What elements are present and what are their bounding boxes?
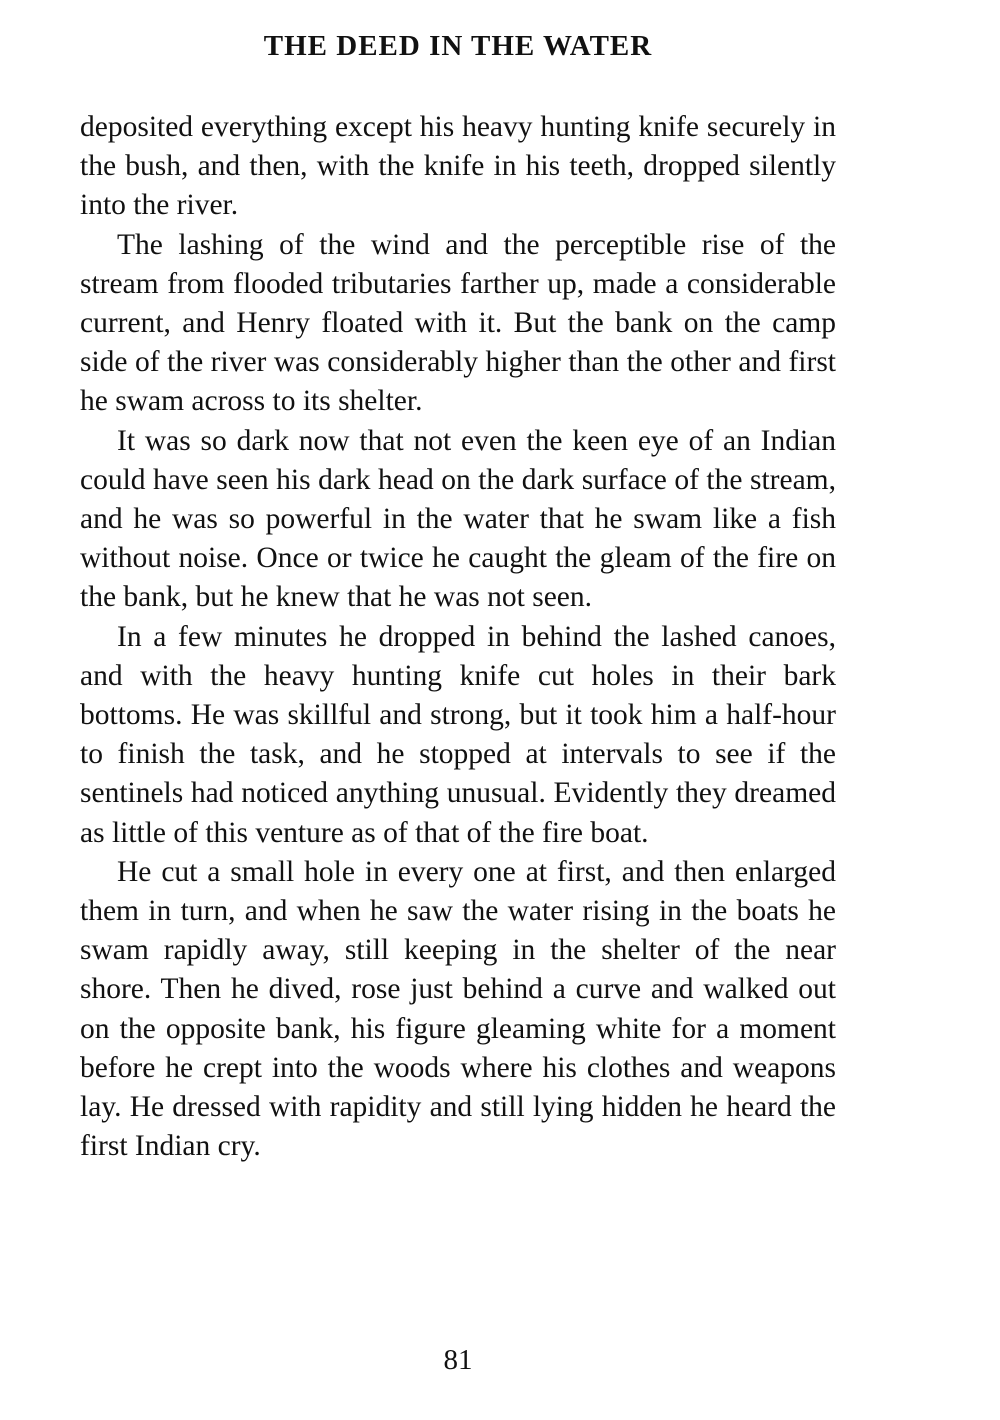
paragraph: deposited everything except his heavy hunting knife securely in the bush, and then, with the knife in his teeth, dropped silently into the river. xyxy=(80,111,836,222)
paragraph: In a few minutes he dropped in behind the lashed canoes, and with the heavy hunting knife cut holes in their bark bottoms. He was skillful and strong, but it took him a half-hour to finish the task, and he stopped at intervals to see if the sentinels had noticed anything unusual. Evidently they dreamed as little of this venture as of that of the fire boat. xyxy=(80,620,836,849)
page-number: 81 xyxy=(443,1344,473,1376)
body-text xyxy=(80,108,836,1166)
paragraph: He cut a small hole in every one at first, and then enlarged them in turn, and when he saw the water rising in the boats he swam rapidly away, still keeping in the shelter of the near shore. Then he dived, rose just behind a curve and walked out on the opposite bank, his figure gleaming white for a moment before he crept into the woods where his clothes and weapons lay. He dressed with rapidity and still lying hidden he heard the first Indian cry. xyxy=(80,855,836,1163)
paragraph: The lashing of the wind and the perceptible rise of the stream from flooded tributaries farther up, made a considerable current, and Henry floated with it. But the bank on the camp side of the river was considerably higher than the other and first he swam across to its shelter. xyxy=(80,228,836,418)
paragraph: It was so dark now that not even the keen eye of an Indian could have seen his dark head on the dark surface of the stream, and he was so powerful in the water that he swam like a fish without noise. Once or twice he caught the gleam of the fire on the bank, but he knew that he was not seen. xyxy=(80,424,836,614)
running-head: THE DEED IN THE WATER xyxy=(263,30,653,62)
